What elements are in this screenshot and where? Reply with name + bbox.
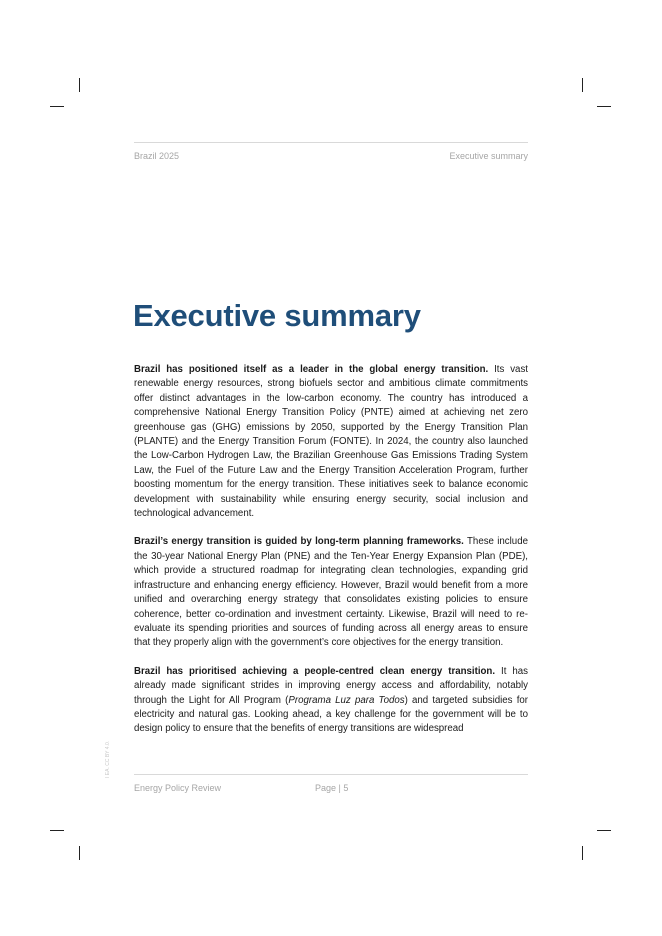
license-note: I EA. CC BY 4.0. — [105, 740, 111, 778]
header-rule — [134, 142, 528, 143]
page-title: Executive summary — [133, 298, 421, 333]
running-header-right: Executive summary — [449, 151, 528, 161]
crop-mark — [79, 846, 80, 860]
page-number: Page | 5 — [315, 783, 349, 793]
paragraph — [134, 665, 528, 737]
footer-rule — [134, 774, 528, 775]
crop-mark — [50, 106, 64, 107]
paragraph-text: It has already made significant strides in improving energy access and affordability, notably through the Light for All Program ( — [134, 665, 528, 706]
crop-mark — [582, 78, 583, 92]
paragraph-lead: Brazil has prioritised achieving a people-centred clean energy transition. — [134, 665, 496, 677]
program-name: Programa Luz para Todos — [288, 694, 405, 706]
paragraph-lead: Brazil has positioned itself as a leader in the global energy transition. — [134, 364, 489, 375]
paragraph — [134, 363, 528, 521]
paragraph — [134, 535, 528, 650]
paragraph-lead: Brazil’s energy transition is guided by long-term planning frameworks. — [134, 536, 464, 548]
crop-mark — [79, 78, 80, 92]
paragraph-text: These include the 30-year National Energy Plan (PNE) and the Ten-Year Energy Expansion Plan (PDE), which provide a structured roadmap for integrating clean technologies, expanding grid infrastructure and enhancing energy efficiency. However, Brazil would benefit from a more unified and overarching energy strategy that consolidates existing policies to ensure coherence, better co-ordination and investment certainty. Likewise, Brazil will need to re-evaluate its spending priorities and sources of funding across all energy areas to ensure that they properly align with the government’s core objectives for the energy transition. — [134, 536, 528, 649]
paragraph-text: Its vast renewable energy resources, strong biofuels sector and ambitious climate commitments offer distinct advantages in the low-carbon economy. The country has introduced a comprehensive National Energy Transition Policy (PNTE) aimed at achieving net zero greenhouse gas (GHG) emissions by 2050, supported by the Energy Transition Plan (PLANTE) and the Energy Transition Forum (FONTE). In 2024, the country also launched the Low-Carbon Hydrogen Law, the Brazilian Greenhouse Gas Emissions Trading System Law, the Fuel of the Future Law and the Energy Transition Acceleration Program, further boosting momentum for the energy transition. These initiatives seek to balance economic development with sustainability while ensuring energy security, social inclusion and technological advancement. — [134, 364, 528, 520]
crop-mark — [597, 106, 611, 107]
crop-mark — [582, 846, 583, 860]
crop-mark — [50, 830, 64, 831]
crop-mark — [597, 830, 611, 831]
body-text — [134, 363, 528, 753]
running-header-left: Brazil 2025 — [134, 151, 180, 161]
footer-left: Energy Policy Review — [134, 783, 222, 793]
paragraph-text: ) and targeted subsidies for electricity and natural gas. Looking ahead, a key challenge for the government will be to design policy to ensure that the benefits of energy transitions are widespread — [134, 694, 528, 735]
